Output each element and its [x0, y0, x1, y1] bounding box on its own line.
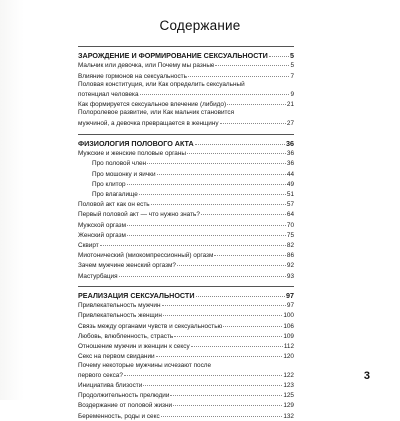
entry-text: Привлекательность женщин	[78, 312, 162, 320]
toc-entry	[78, 118, 294, 128]
entry-page-number: 36	[286, 150, 294, 158]
dot-leader	[163, 309, 282, 316]
entry-text: Зачем мужчине женский оргазм?	[78, 262, 176, 270]
dot-leader	[191, 340, 283, 347]
toc-entry	[78, 411, 294, 421]
dot-leader	[151, 198, 286, 205]
entry-page-number: 7	[290, 72, 294, 80]
section-heading	[78, 46, 294, 60]
entry-page-number: 100	[283, 312, 294, 320]
page-title: Содержание	[159, 18, 241, 33]
section-heading-text: ЗАРОЖДЕНИЕ И ФОРМИРОВАНИЕ СЕКСУАЛЬНОСТИ	[78, 51, 268, 60]
dot-leader	[215, 59, 289, 66]
entry-page-number: 86	[286, 252, 294, 260]
section-heading	[78, 134, 294, 148]
entry-page-number: 120	[283, 353, 294, 361]
entry-page-number: 51	[286, 191, 294, 199]
dot-leader	[223, 320, 282, 327]
entry-text: Сквирт	[78, 242, 99, 250]
dot-leader	[127, 178, 286, 185]
dot-leader	[127, 229, 286, 236]
entry-page-number: 112	[283, 343, 294, 351]
dot-leader	[161, 410, 283, 417]
toc-entry	[78, 351, 294, 361]
entry-page-number: 97	[286, 302, 294, 310]
entry-text: Половой акт как он есть	[78, 201, 150, 209]
entry-text: Мужские и женские половые органы	[78, 150, 186, 158]
entry-page-number: 93	[286, 272, 294, 280]
entry-text: Миотонический (миокомпрессионный) оргазм	[78, 252, 214, 260]
entry-page-number: 70	[286, 221, 294, 229]
dot-leader	[157, 168, 286, 175]
entry-text: Инициатива близости	[78, 381, 143, 389]
dot-leader	[177, 259, 286, 266]
entry-text: Женский оргазм	[78, 231, 126, 239]
entry-text: Влияние гормонов на сексуальность	[78, 72, 187, 80]
dot-leader	[173, 399, 282, 406]
entry-text: Про клитор	[92, 180, 126, 188]
dot-leader	[124, 369, 282, 376]
entry-text: Воздержание от половой жизни	[78, 402, 173, 410]
entry-text: Отношение мужчин и женщин к сексу	[78, 343, 190, 351]
entry-text: Любовь, влюбленность, страсть	[78, 332, 174, 340]
entry-text: Секс на первом свидании	[78, 353, 155, 361]
dot-leader	[147, 157, 286, 164]
section-heading	[78, 286, 294, 300]
dot-leader	[188, 70, 290, 77]
dot-leader	[156, 350, 283, 357]
entry-page-number: 82	[286, 242, 294, 250]
entry-page-number: 75	[286, 231, 294, 239]
dot-leader	[119, 270, 286, 277]
entry-page-number: 106	[283, 322, 294, 330]
section-heading-text: РЕАЛИЗАЦИЯ СЕКСУАЛЬНОСТИ	[78, 290, 195, 300]
dot-leader	[201, 208, 286, 215]
dot-leader	[100, 239, 286, 246]
toc-entry	[78, 99, 294, 109]
entry-page-number: 21	[286, 101, 294, 109]
dot-leader	[140, 88, 290, 95]
entry-text: Как формируется сексуальное влечение (либидо)	[78, 101, 227, 109]
entry-page-number: 132	[283, 412, 294, 420]
section-page-number: 97	[286, 290, 294, 300]
dot-leader	[174, 330, 282, 337]
toc-section	[78, 286, 294, 421]
toc-section	[78, 46, 294, 128]
toc-entry	[78, 71, 294, 81]
dot-leader	[269, 50, 289, 57]
section-page-number: 5	[290, 51, 294, 60]
dot-leader	[227, 98, 286, 105]
entry-text-continued: потенциал человека	[78, 91, 139, 99]
dot-leader	[214, 249, 286, 256]
dot-leader	[170, 389, 282, 396]
entry-page-number: 44	[286, 170, 294, 178]
entry-page-number: 64	[286, 211, 294, 219]
entry-page-number: 109	[283, 332, 294, 340]
entry-text: Про половой член	[92, 160, 147, 168]
dot-leader	[196, 290, 286, 297]
entry-page-number: 125	[283, 392, 294, 400]
toc-section	[78, 134, 294, 281]
entry-text: Привлекательность мужчин	[78, 302, 161, 310]
dot-leader	[187, 147, 286, 154]
entry-text: Половая конституция, или Как определить сексуальный	[78, 80, 245, 88]
entry-page-number: 36	[286, 160, 294, 168]
entry-page-number: 122	[283, 371, 294, 379]
dot-leader	[162, 299, 286, 306]
entry-text-continued: мужчиной, а девочка превращается в женщину	[78, 119, 219, 127]
entry-page-number: 129	[283, 402, 294, 410]
entry-text: Продолжительность прелюдии	[78, 392, 170, 400]
entry-text: Почему некоторые мужчины исчезают после	[78, 361, 212, 369]
section-heading-text: ФИЗИОЛОГИЯ ПОЛОВОГО АКТА	[78, 138, 194, 148]
toc-entry	[78, 271, 294, 281]
entry-text: Первый половой акт — что нужно знать?	[78, 211, 200, 219]
dot-leader	[220, 117, 286, 124]
dot-leader	[139, 188, 286, 195]
entry-text-continued: первого секса?	[78, 371, 123, 379]
entry-text: Мастурбация	[78, 272, 118, 280]
entry-page-number: 5	[290, 62, 294, 70]
page-number: 3	[363, 370, 370, 382]
section-page-number: 36	[286, 138, 294, 148]
table-of-contents	[78, 46, 294, 421]
entry-text: Про мошонку и яички	[92, 170, 156, 178]
entry-page-number: 57	[286, 201, 294, 209]
dot-leader	[195, 138, 285, 145]
entry-page-number: 27	[286, 119, 294, 127]
entry-page-number: 9	[290, 91, 294, 99]
entry-text: Связь между органами чувств и сексуальностью	[78, 322, 223, 330]
dot-leader	[143, 379, 282, 386]
entry-text: Мужской оргазм	[78, 221, 127, 229]
entry-text: Беременность, роды и секс	[78, 412, 160, 420]
entry-text: Про влагалище	[92, 191, 138, 199]
dot-leader	[127, 219, 286, 226]
entry-text: Мальчик или девочка, или Почему мы разные	[78, 62, 215, 70]
entry-text: Полоролевое развитие, или Как мальчик становится	[78, 109, 235, 117]
entry-page-number: 49	[286, 180, 294, 188]
entry-page-number: 92	[286, 262, 294, 270]
entry-page-number: 123	[283, 381, 294, 389]
